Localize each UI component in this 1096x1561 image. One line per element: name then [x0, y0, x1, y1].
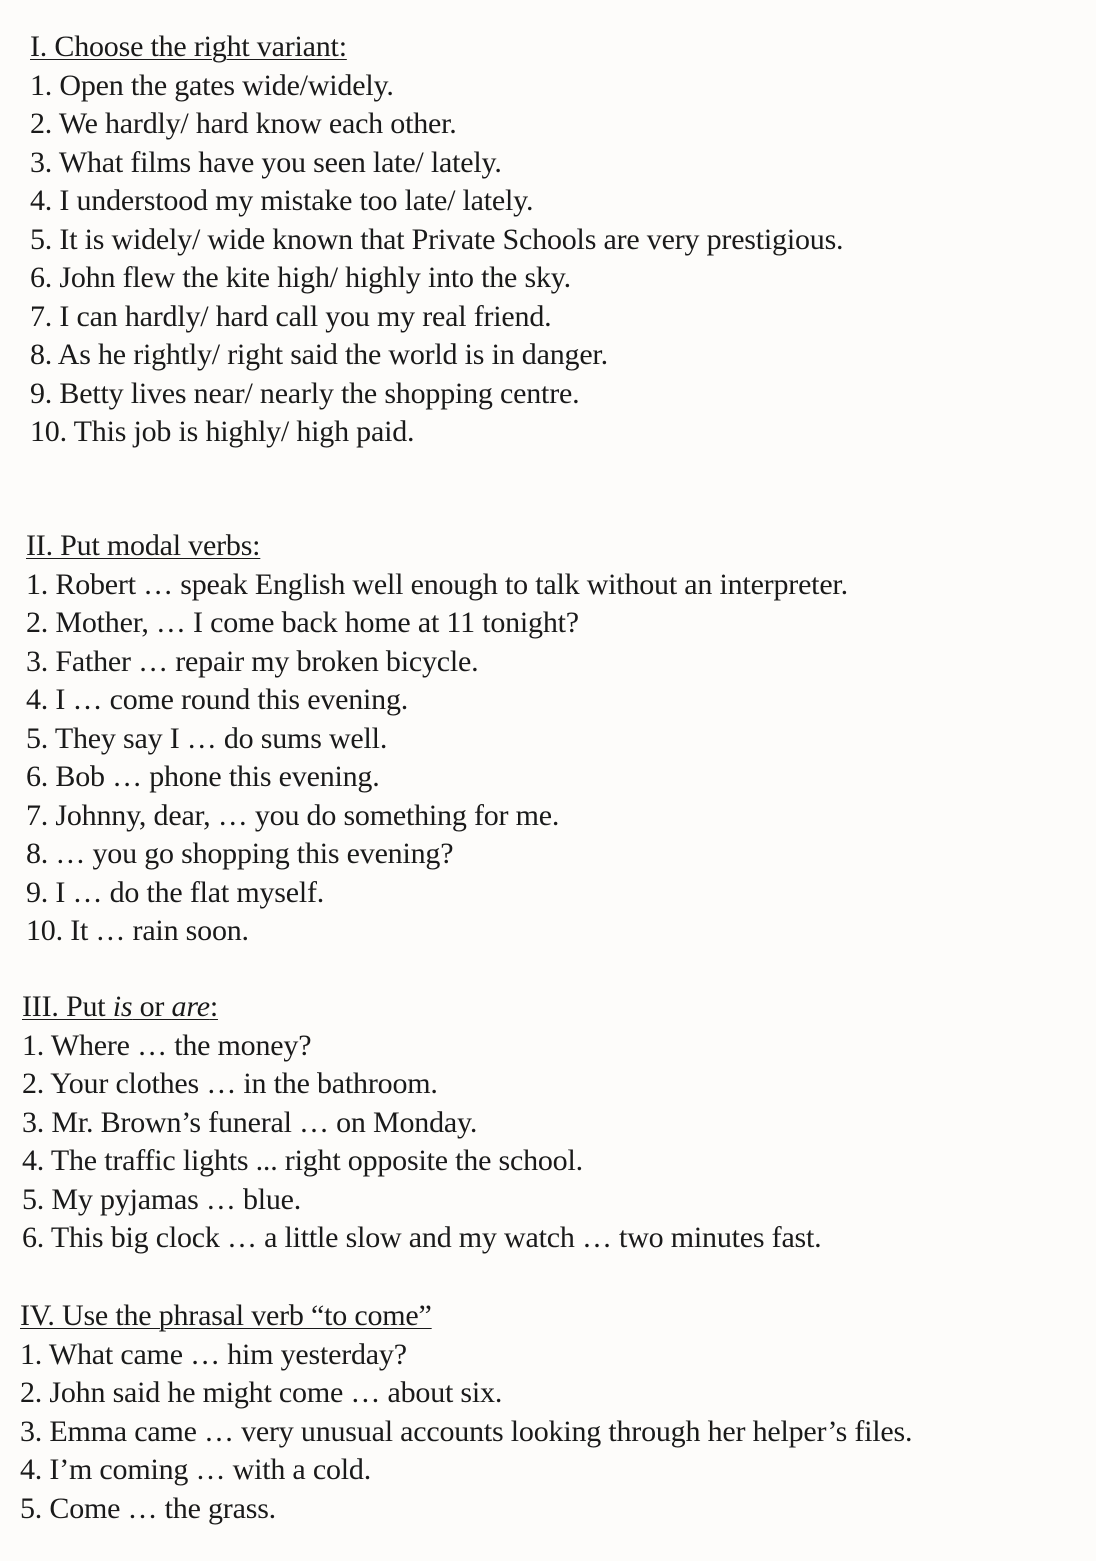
exercise-item: 3. Emma came … very unusual accounts looking through her helper’s files. — [20, 1414, 913, 1448]
section-heading: I. Choose the right variant: — [30, 30, 347, 63]
exercise-item: 4. I’m coming … with a cold. — [20, 1453, 372, 1486]
heading-keyword-are: are — [171, 990, 210, 1023]
section-heading: IV. Use the phrasal verb “to come” — [20, 1299, 432, 1332]
exercise-item: 5. It is widely/ wide known that Private Schools are very prestigious. — [30, 222, 844, 256]
heading-text: : — [209, 990, 218, 1023]
section-phrasal-verb — [20, 1297, 1080, 1528]
exercise-item: 2. Mother, … I come back home at 11 tonight? — [26, 606, 579, 639]
exercise-item: 5. They say I … do sums well. — [26, 721, 388, 755]
exercise-item: 1. Open the gates wide/widely. — [30, 68, 394, 102]
exercise-item: 10. This job is highly/ high paid. — [30, 415, 415, 448]
section-heading — [22, 988, 1072, 1027]
exercise-item: 8. As he rightly/ right said the world is in danger. — [30, 338, 608, 371]
exercise-item: 4. I … come round this evening. — [26, 683, 409, 716]
exercise-item: 3. Mr. Brown’s funeral … on Monday. — [22, 1105, 478, 1139]
exercise-item: 8. … you go shopping this evening? — [26, 837, 454, 870]
exercise-item: 6. John flew the kite high/ highly into the sky. — [30, 261, 571, 294]
exercise-item: 1. Robert … speak English well enough to talk without an interpreter. — [26, 567, 848, 601]
section-modal-verbs — [26, 527, 1076, 951]
exercise-item: 9. Betty lives near/ nearly the shopping centre. — [30, 376, 580, 410]
exercise-item: 2. We hardly/ hard know each other. — [30, 107, 457, 140]
exercise-item: 2. John said he might come … about six. — [20, 1376, 503, 1409]
exercise-item: 5. My pyjamas … blue. — [22, 1182, 302, 1216]
section-is-or-are — [22, 988, 1072, 1258]
exercise-item: 7. I can hardly/ hard call you my real friend. — [30, 299, 552, 333]
exercise-item: 7. Johnny, dear, … you do something for me. — [26, 798, 560, 832]
exercise-item: 3. Father … repair my broken bicycle. — [26, 644, 479, 678]
section-heading: II. Put modal verbs: — [26, 529, 261, 562]
heading-text: or — [132, 990, 172, 1023]
exercise-item: 2. Your clothes … in the bathroom. — [22, 1067, 438, 1100]
exercise-item: 6. This big clock … a little slow and my watch … two minutes fast. — [22, 1221, 822, 1254]
exercise-item: 1. Where … the money? — [22, 1028, 312, 1062]
exercise-item: 4. I understood my mistake too late/ lately. — [30, 184, 534, 217]
exercise-item: 6. Bob … phone this evening. — [26, 760, 380, 793]
exercise-item: 10. It … rain soon. — [26, 914, 249, 947]
exercise-item: 1. What came … him yesterday? — [20, 1337, 407, 1371]
heading-keyword-is: is — [112, 990, 133, 1023]
section-choose-variant — [30, 28, 1070, 452]
exercise-item: 9. I … do the flat myself. — [26, 875, 325, 909]
exercise-item: 4. The traffic lights ... right opposite the school. — [22, 1144, 583, 1177]
exercise-item: 5. Come … the grass. — [20, 1491, 276, 1525]
heading-text: III. Put — [22, 990, 113, 1023]
exercise-item: 3. What films have you seen late/ lately. — [30, 145, 502, 179]
